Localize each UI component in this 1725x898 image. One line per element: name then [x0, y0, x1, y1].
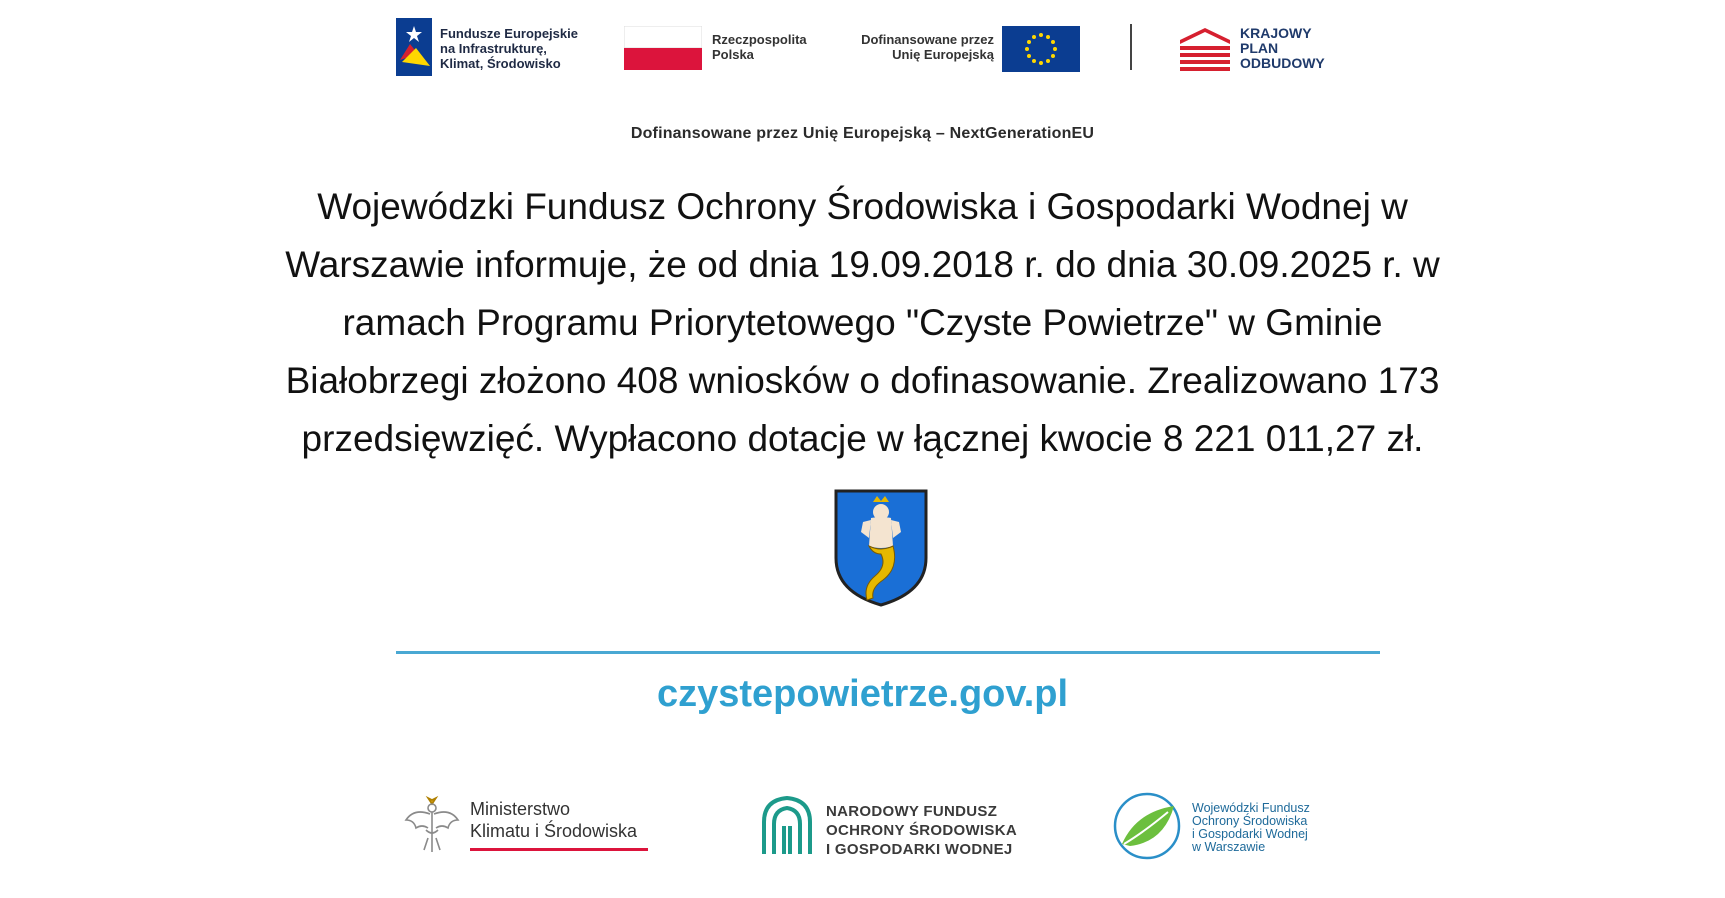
nfos-logo-text	[826, 802, 1036, 859]
announcement-line-2: Warszawie informuje, że od dnia 19.09.2018 r. do dnia 30.09.2025 r. w	[285, 244, 1440, 285]
ministry-line-2: Klimatu i Środowiska	[470, 821, 638, 841]
wfos-line-2: Ochrony Środowiska	[1192, 814, 1308, 828]
nextgen-line: Dofinansowane przez Unię Europejską – NextGenerationEU	[630, 125, 1095, 142]
kpo-line-1: KRAJOWY	[1240, 25, 1312, 41]
eu-flag-icon	[1002, 26, 1080, 72]
poland-flag-icon	[624, 26, 702, 70]
rp-line-1: Rzeczpospolita	[712, 32, 807, 47]
announcement-line-5: przedsięwzięć. Wypłacono dotacje w łącznej kwocie 8 221 011,27 zł.	[301, 418, 1424, 459]
eu-line-2: Unię Europejską	[892, 47, 994, 62]
ministry-flag-stripe	[470, 848, 648, 851]
kpo-line-2: PLAN	[1240, 40, 1279, 56]
rp-logo-text	[712, 32, 832, 62]
announcement-line-4: Białobrzegi złożono 408 wniosków o dofinasowanie. Zrealizowano 173	[285, 360, 1440, 401]
eu-logo-text	[846, 32, 994, 62]
eagle-emblem-icon	[404, 794, 460, 854]
wfos-logo	[1110, 792, 1340, 862]
ministry-logo	[404, 790, 654, 860]
kpo-line-3: ODBUDOWY	[1240, 55, 1325, 71]
nfos-line-2: OCHRONY ŚRODOWISKA	[826, 822, 1017, 839]
announcement	[160, 178, 1565, 468]
wfos-line-1: Wojewódzki Fundusz	[1192, 801, 1310, 815]
nfos-emblem-icon	[760, 794, 814, 856]
announcement-line-1: Wojewódzki Fundusz Ochrony Środowiska i Gospodarki Wodnej w	[317, 186, 1408, 227]
fe-flag-icon	[396, 18, 432, 76]
ministry-logo-text	[470, 798, 660, 842]
fe-line-1: Fundusze Europejskie	[440, 26, 578, 41]
wfos-logo-text	[1192, 802, 1342, 854]
wfos-line-3: i Gospodarki Wodnej	[1192, 827, 1308, 841]
ministry-line-1: Ministerstwo	[470, 799, 571, 819]
nfos-line-1: NARODOWY FUNDUSZ	[826, 803, 998, 820]
fe-line-3: Klimat, Środowisko	[440, 56, 561, 71]
announcement-line-3: ramach Programu Priorytetowego "Czyste Powietrze" w Gminie	[342, 302, 1383, 343]
fe-logo-text	[440, 26, 600, 71]
fe-line-2: na Infrastrukturę,	[440, 41, 547, 56]
divider-line	[396, 651, 1380, 654]
nfos-line-3: I GOSPODARKI WODNEJ	[826, 841, 1013, 858]
header-separator	[1130, 24, 1132, 70]
website-link[interactable]: czystepowietrze.gov.pl	[656, 673, 1069, 715]
kpo-logo-text	[1240, 26, 1360, 71]
wfos-leaf-icon	[1110, 792, 1184, 860]
wfos-line-4: w Warszawie	[1192, 840, 1266, 854]
bialobrzegi-coat-of-arms-icon	[833, 488, 929, 608]
eu-line-1: Dofinansowane przez	[861, 32, 994, 47]
rp-line-2: Polska	[712, 47, 754, 62]
nfos-logo	[760, 792, 1020, 862]
kpo-emblem-icon	[1180, 26, 1230, 72]
